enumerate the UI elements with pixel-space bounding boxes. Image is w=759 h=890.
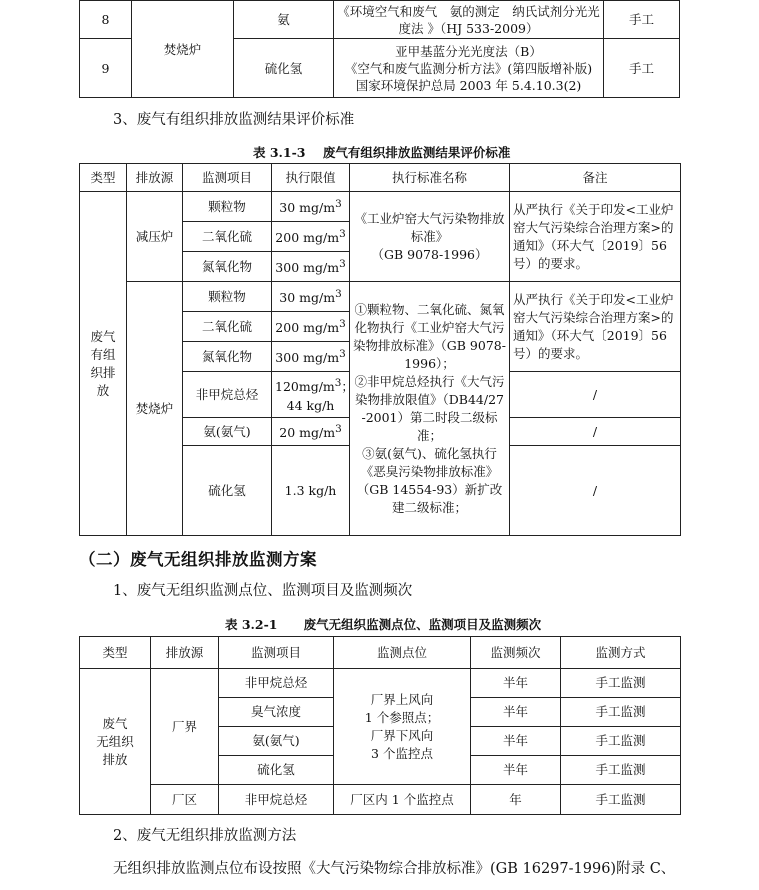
limit-value: 300 mg/m (275, 260, 340, 276)
item-cell: 硫化氢 (183, 446, 272, 536)
header-cell: 监测项目 (183, 164, 272, 192)
source-cell: 厂界 (151, 669, 219, 785)
standard-cell: 《工业炉窑大气污染物排放标准》 （GB 9078-1996） (350, 192, 510, 282)
table-header-row (80, 164, 681, 192)
point-cell: 厂区内 1 个监控点 (334, 785, 471, 815)
header-cell: 监测项目 (219, 637, 334, 669)
table-caption-number: 表 3.2-1 (225, 617, 278, 632)
header-cell: 类型 (80, 164, 127, 192)
limit-value: 30 mg/m (279, 290, 336, 306)
limit-unit-sup: 3 (339, 348, 346, 361)
table-row (80, 192, 681, 222)
section-heading: （二）废气无组织排放监测方案 (79, 550, 317, 569)
table-row (80, 1, 680, 39)
unorganized-monitoring-table (79, 636, 681, 815)
header-cell: 执行标准名称 (350, 164, 510, 192)
header-cell: 类型 (80, 637, 151, 669)
table-row (80, 282, 681, 312)
item-cell: 非甲烷总烃 (219, 669, 334, 698)
standard-cell: ①颗粒物、二氧化硫、氮氧化物执行《工业炉窑大气污染物排放标准》（GB 9078-1996）； ②非甲烷总烃执行《大气污染物排放限值》（DB44/27-2001）第二时段二级标准； ③氨(氨气)、硫化氢执行《恶臭污染物排放标准》（GB 14554-93）新扩改建二级标准； (350, 282, 510, 536)
limit-unit-sup: 3 (334, 377, 342, 390)
freq-cell: 半年 (471, 669, 561, 698)
item-cell: 颗粒物 (183, 282, 272, 312)
organized-emission-standard-table (79, 163, 681, 536)
limit-cell (272, 372, 354, 418)
header-cell: 执行限值 (272, 164, 350, 192)
header-cell: 排放源 (127, 164, 183, 192)
freq-cell: 半年 (471, 756, 561, 785)
item-cell: 氨(氨气) (219, 727, 334, 756)
limit-cell (272, 192, 350, 222)
limit-unit-sup: 3 (335, 423, 342, 436)
source-cell: 厂区 (151, 785, 219, 815)
section-paragraph: 2、废气无组织排放监测方法 (113, 828, 297, 844)
table-header-row (80, 637, 681, 669)
way-cell: 手工监测 (561, 669, 681, 698)
limit-unit-sup: 3 (335, 288, 342, 301)
method-cell: 亚甲基蓝分光光度法（B） 《空气和废气监测分析方法》(第四版增补版) 国家环境保护总局 2003 年 5.4.10.3(2) (334, 39, 604, 98)
row-number: 9 (80, 39, 132, 98)
section-paragraph: 3、废气有组织排放监测结果评价标准 (113, 112, 355, 128)
table-caption (253, 143, 510, 161)
limit-value: 20 mg/m (279, 425, 336, 441)
limit-value: 120mg/m (275, 379, 335, 395)
remark-cell: / (510, 418, 681, 446)
freq-cell: 年 (471, 785, 561, 815)
item-cell: 颗粒物 (183, 192, 272, 222)
limit-cell (272, 312, 350, 342)
source-cell: 焚烧炉 (132, 1, 234, 98)
header-cell: 排放源 (151, 637, 219, 669)
type-cell: 废气 有组 织排 放 (80, 192, 127, 536)
freq-cell: 半年 (471, 698, 561, 727)
header-cell: 备注 (510, 164, 681, 192)
previous-method-table (79, 0, 680, 98)
item-cell: 非甲烷总烃 (183, 372, 272, 418)
way-cell: 手工监测 (561, 785, 681, 815)
point-cell: 厂界上风向 1 个参照点； 厂界下风向 3 个监控点 (334, 669, 471, 785)
item-cell: 氮氧化物 (183, 342, 272, 372)
item-cell: 硫化氢 (234, 39, 334, 98)
table-row (80, 669, 681, 698)
method-cell: 《环境空气和废气 氨的测定 纳氏试剂分光光度法 》（HJ 533-2009） (334, 1, 604, 39)
item-cell: 非甲烷总烃 (219, 785, 334, 815)
way-cell: 手工 (604, 1, 680, 39)
limit-value: 200 mg/m (275, 230, 340, 246)
source-cell: 减压炉 (127, 192, 183, 282)
limit-cell (272, 222, 350, 252)
item-cell: 硫化氢 (219, 756, 334, 785)
item-cell: 臭气浓度 (219, 698, 334, 727)
limit-value: 30 mg/m (279, 200, 336, 216)
header-cell: 监测方式 (561, 637, 681, 669)
item-cell: 氨(氨气) (183, 418, 272, 446)
limit-unit-sup: 3 (339, 318, 346, 331)
item-cell: 二氧化硫 (183, 222, 272, 252)
table-row (80, 785, 681, 815)
table-caption (225, 615, 541, 633)
limit-value: 200 mg/m (275, 320, 340, 336)
section-paragraph: 1、废气无组织监测点位、监测项目及监测频次 (113, 583, 413, 599)
limit-cell (272, 252, 350, 282)
way-cell: 手工监测 (561, 756, 681, 785)
type-cell: 废气 无组织 排放 (80, 669, 151, 815)
limit-cell (272, 418, 350, 446)
way-cell: 手工监测 (561, 698, 681, 727)
table-caption-title: 废气无组织监测点位、监测项目及监测频次 (303, 617, 542, 632)
remark-cell: / (510, 446, 681, 536)
limit-value-extra: ； 44 kg/h (286, 379, 354, 413)
limit-value: 1.3 kg/h (284, 482, 337, 498)
header-cell: 监测频次 (471, 637, 561, 669)
row-number: 8 (80, 1, 132, 39)
item-cell: 氨 (234, 1, 334, 39)
item-cell: 氮氧化物 (183, 252, 272, 282)
table-caption-number: 表 3.1-3 (253, 145, 306, 160)
way-cell: 手工 (604, 39, 680, 98)
limit-value: 300 mg/m (275, 350, 340, 366)
header-cell: 监测点位 (334, 637, 471, 669)
limit-unit-sup: 3 (339, 228, 346, 241)
freq-cell: 半年 (471, 727, 561, 756)
remark-cell: 从严执行《关于印发<工业炉窑大气污染综合治理方案>的通知》（环大气〔2019〕56 号）的要求。 (510, 282, 681, 372)
remark-cell: / (510, 372, 681, 418)
table-caption-title: 废气有组织排放监测结果评价标准 (322, 145, 511, 160)
way-cell: 手工监测 (561, 727, 681, 756)
limit-unit-sup: 3 (335, 198, 342, 211)
remark-cell: 从严执行《关于印发<工业炉窑大气污染综合治理方案>的通知》（环大气〔2019〕56 号）的要求。 (510, 192, 681, 282)
limit-cell (272, 342, 350, 372)
source-cell: 焚烧炉 (127, 282, 183, 536)
limit-unit-sup: 3 (339, 258, 346, 271)
limit-cell (272, 446, 350, 536)
limit-cell (272, 282, 350, 312)
body-paragraph: 无组织排放监测点位布设按照《大气污染物综合排放标准》(GB 16297-1996)附录 C、 (113, 861, 676, 877)
item-cell: 二氧化硫 (183, 312, 272, 342)
